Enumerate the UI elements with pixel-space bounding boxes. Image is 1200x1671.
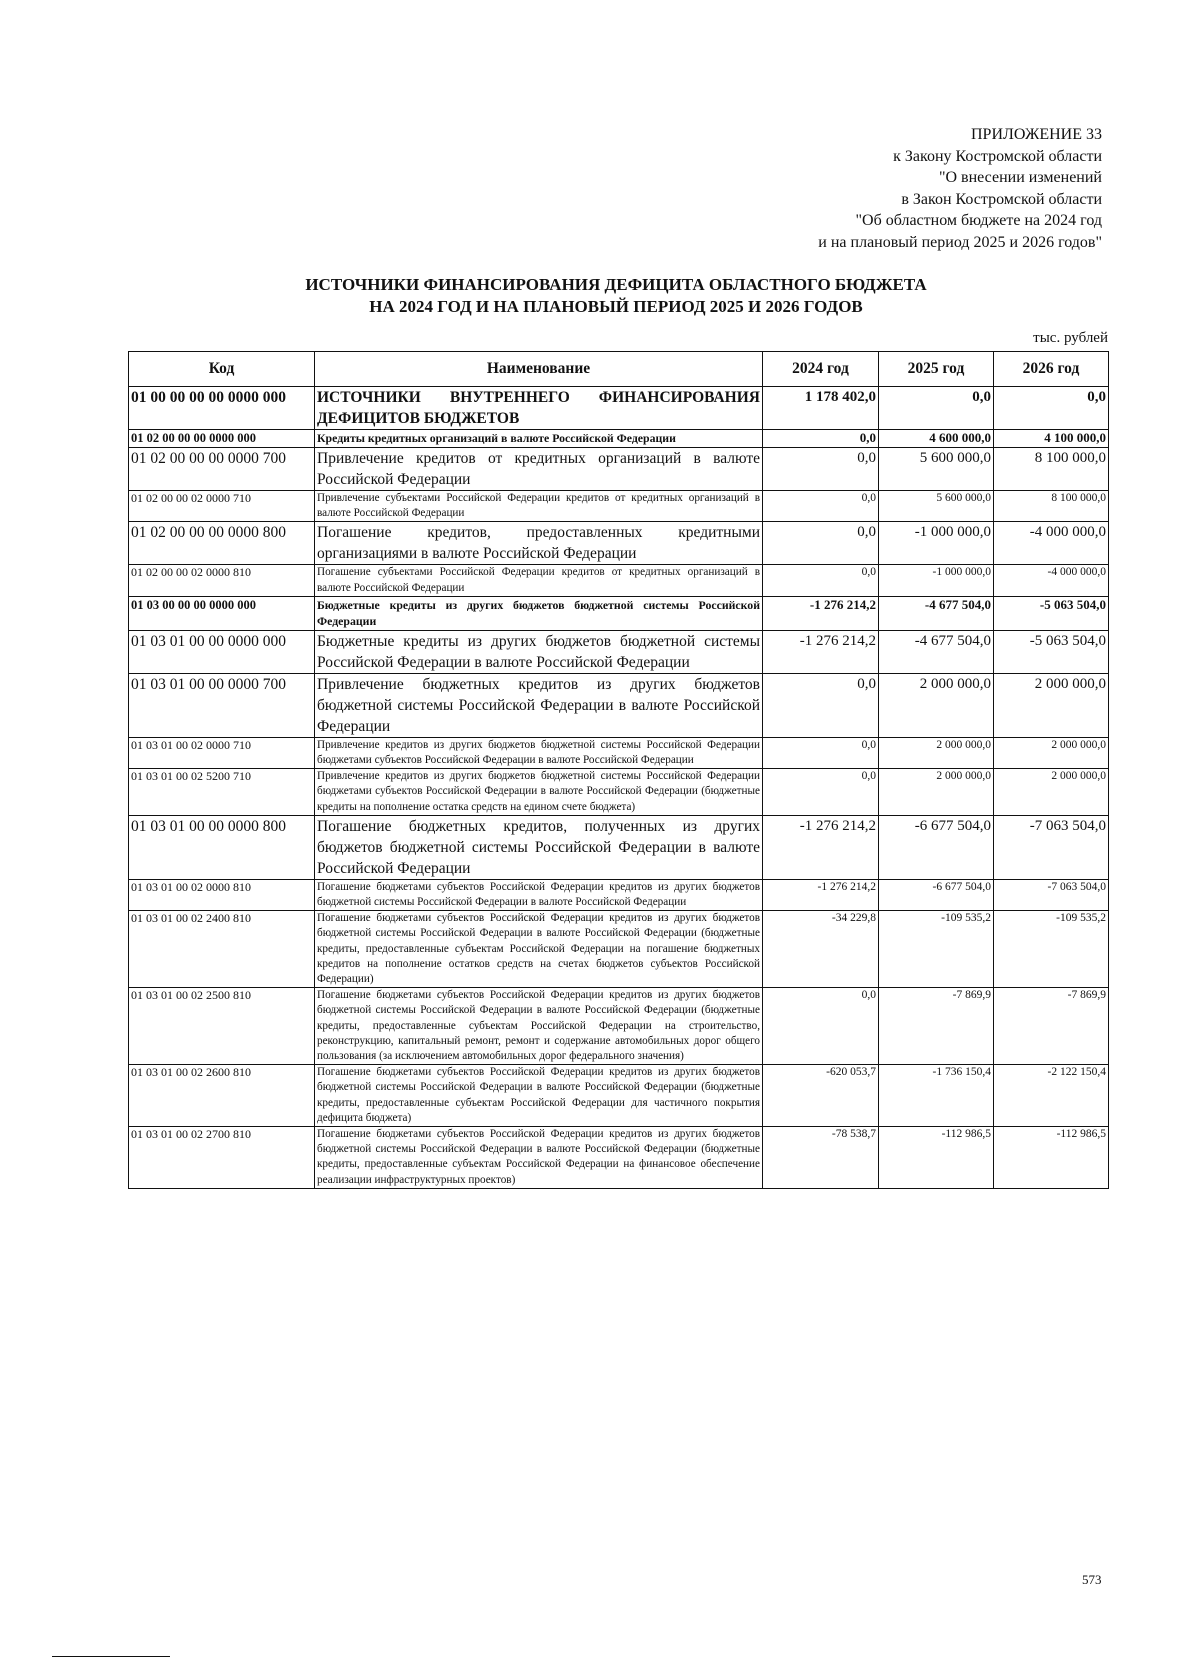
row-value-2025: 5 600 000,0 [879, 491, 994, 522]
row-value-2024: 0,0 [763, 448, 879, 491]
row-value-2025: 2 000 000,0 [879, 737, 994, 768]
row-value-2024: 0,0 [763, 565, 879, 596]
row-code: 01 03 01 00 02 2500 810 [129, 988, 315, 1065]
row-value-2026: 2 000 000,0 [994, 673, 1109, 737]
row-value-2026: 4 100 000,0 [994, 430, 1109, 448]
row-name: Погашение субъектами Российской Федерации кредитов от кредитных организаций в валюте Российской Федерации [315, 565, 763, 596]
page-number: 573 [1082, 1572, 1102, 1587]
row-name: Привлечение кредитов из других бюджетов бюджетной системы Российской Федерации бюджетами субъектов Российской Федерации в валюте Российской Федерации [315, 737, 763, 768]
appendix-line: "О внесении изменений [938, 169, 1102, 186]
header-2024: 2024 год [763, 352, 879, 387]
table-row [129, 491, 1109, 522]
row-name: Погашение бюджетами субъектов Российской Федерации кредитов из других бюджетов бюджетной системы Российской Федерации в валюте Российской Федерации [315, 879, 763, 910]
table-row [129, 565, 1109, 596]
row-value-2025: -6 677 504,0 [879, 879, 994, 910]
row-value-2026: -7 869,9 [994, 988, 1109, 1065]
row-code: 01 03 01 00 02 0000 810 [129, 879, 315, 910]
row-value-2026: -7 063 504,0 [994, 879, 1109, 910]
appendix-line: "Об областном бюджете на 2024 год [855, 212, 1102, 229]
row-value-2025: -6 677 504,0 [879, 815, 994, 879]
table-row [129, 769, 1109, 816]
row-code: 01 03 01 00 02 2700 810 [129, 1127, 315, 1189]
row-value-2025: -1 736 150,4 [879, 1065, 994, 1127]
footnote-rule [52, 1656, 170, 1657]
row-value-2024: 0,0 [763, 769, 879, 816]
row-value-2025: -7 869,9 [879, 988, 994, 1065]
row-name: Бюджетные кредиты из других бюджетов бюджетной системы Российской Федерации [315, 596, 763, 630]
row-code: 01 02 00 00 02 0000 810 [129, 565, 315, 596]
table-row [129, 988, 1109, 1065]
row-value-2025: -109 535,2 [879, 911, 994, 988]
row-value-2025: -4 677 504,0 [879, 596, 994, 630]
row-name: Привлечение кредитов от кредитных организаций в валюте Российской Федерации [315, 448, 763, 491]
row-name: Погашение бюджетных кредитов, полученных из других бюджетов бюджетной системы Российской Федерации в валюте Российской Федерации [315, 815, 763, 879]
row-code: 01 03 01 00 02 2600 810 [129, 1065, 315, 1127]
row-value-2025: -112 986,5 [879, 1127, 994, 1189]
appendix-line: в Закон Костромской области [901, 190, 1102, 208]
row-value-2024: 0,0 [763, 430, 879, 448]
row-value-2026: 2 000 000,0 [994, 769, 1109, 816]
table-header-row [129, 352, 1109, 387]
row-value-2026: -109 535,2 [994, 911, 1109, 988]
row-value-2026: 2 000 000,0 [994, 737, 1109, 768]
row-value-2025: 0,0 [879, 387, 994, 430]
row-value-2024: 0,0 [763, 737, 879, 768]
row-name: Погашение кредитов, предоставленных кредитными организациями в валюте Российской Федерации [315, 522, 763, 565]
appendix-line: и на плановый период 2025 и 2026 годов" [818, 233, 1102, 251]
table-row [129, 737, 1109, 768]
row-value-2026: -4 000 000,0 [994, 565, 1109, 596]
row-value-2026: 8 100 000,0 [994, 491, 1109, 522]
title-line-2: НА 2024 ГОД И НА ПЛАНОВЫЙ ПЕРИОД 2025 И 2026 ГОДОВ [369, 297, 863, 316]
row-value-2025: -1 000 000,0 [879, 565, 994, 596]
units-label: тыс. рублей [1033, 330, 1108, 346]
row-value-2024: -620 053,7 [763, 1065, 879, 1127]
row-code: 01 03 01 00 02 5200 710 [129, 769, 315, 816]
row-name: Бюджетные кредиты из других бюджетов бюджетной системы Российской Федерации в валюте Российской Федерации [315, 630, 763, 673]
table-row [129, 911, 1109, 988]
row-value-2024: 0,0 [763, 988, 879, 1065]
row-value-2024: -1 276 214,2 [763, 879, 879, 910]
row-name: Привлечение субъектами Российской Федерации кредитов от кредитных организаций в валюте Российской Федерации [315, 491, 763, 522]
row-name: Погашение бюджетами субъектов Российской Федерации кредитов из других бюджетов бюджетной системы Российской Федерации в валюте Российской Федерации (бюджетные кредиты, предоставленные субъектам Российской Федерации для частичного покрытия дефицита бюджета) [315, 1065, 763, 1127]
row-value-2026: -5 063 504,0 [994, 596, 1109, 630]
row-name: ИСТОЧНИКИ ВНУТРЕННЕГО ФИНАНСИРОВАНИЯ ДЕФИЦИТОВ БЮДЖЕТОВ [315, 387, 763, 430]
row-code: 01 00 00 00 00 0000 000 [129, 387, 315, 430]
row-value-2024: -1 276 214,2 [763, 596, 879, 630]
table-row [129, 430, 1109, 448]
header-name: Наименование [315, 352, 763, 387]
row-value-2025: -4 677 504,0 [879, 630, 994, 673]
row-value-2026: 8 100 000,0 [994, 448, 1109, 491]
row-code: 01 02 00 00 00 0000 800 [129, 522, 315, 565]
table-row [129, 879, 1109, 910]
row-value-2025: -1 000 000,0 [879, 522, 994, 565]
row-code: 01 03 01 00 02 2400 810 [129, 911, 315, 988]
row-value-2024: -1 276 214,2 [763, 630, 879, 673]
table-row [129, 1127, 1109, 1189]
row-value-2026: -112 986,5 [994, 1127, 1109, 1189]
row-code: 01 03 01 00 00 0000 800 [129, 815, 315, 879]
row-value-2024: 1 178 402,0 [763, 387, 879, 430]
row-value-2026: -4 000 000,0 [994, 522, 1109, 565]
table-row [129, 448, 1109, 491]
row-value-2024: -78 538,7 [763, 1127, 879, 1189]
title-line-1: ИСТОЧНИКИ ФИНАНСИРОВАНИЯ ДЕФИЦИТА ОБЛАСТНОГО БЮДЖЕТА [305, 275, 927, 294]
row-value-2026: -5 063 504,0 [994, 630, 1109, 673]
row-name: Привлечение бюджетных кредитов из других бюджетов бюджетной системы Российской Федерации в валюте Российской Федерации [315, 673, 763, 737]
table-row [129, 673, 1109, 737]
row-value-2024: -34 229,8 [763, 911, 879, 988]
table-row [129, 596, 1109, 630]
table-row [129, 815, 1109, 879]
row-value-2025: 4 600 000,0 [879, 430, 994, 448]
header-code: Код [129, 352, 315, 387]
row-value-2025: 2 000 000,0 [879, 769, 994, 816]
appendix-line: ПРИЛОЖЕНИЕ 33 [970, 126, 1102, 143]
row-value-2026: 0,0 [994, 387, 1109, 430]
row-name: Погашение бюджетами субъектов Российской Федерации кредитов из других бюджетов бюджетной системы Российской Федерации в валюте Российской Федерации (бюджетные кредиты, предоставленные субъектам Российской Федерации на финансовое обеспечение реализации инфраструктурных проектов) [315, 1127, 763, 1189]
row-value-2026: -7 063 504,0 [994, 815, 1109, 879]
row-value-2024: 0,0 [763, 491, 879, 522]
row-code: 01 03 01 00 00 0000 700 [129, 673, 315, 737]
row-code: 01 03 01 00 02 0000 710 [129, 737, 315, 768]
document-title [128, 274, 1104, 318]
row-code: 01 02 00 00 02 0000 710 [129, 491, 315, 522]
row-value-2025: 2 000 000,0 [879, 673, 994, 737]
table-row [129, 1065, 1109, 1127]
row-value-2024: 0,0 [763, 522, 879, 565]
sources-table [128, 351, 1109, 1189]
row-value-2025: 5 600 000,0 [879, 448, 994, 491]
header-2025: 2025 год [879, 352, 994, 387]
row-value-2026: -2 122 150,4 [994, 1065, 1109, 1127]
appendix-header [818, 124, 1102, 253]
row-name: Привлечение кредитов из других бюджетов бюджетной системы Российской Федерации бюджетами субъектов Российской Федерации в валюте Российской Федерации (бюджетные кредиты на пополнение остатка средств на едином счете бюджета) [315, 769, 763, 816]
table-row [129, 522, 1109, 565]
row-name: Погашение бюджетами субъектов Российской Федерации кредитов из других бюджетов бюджетной системы Российской Федерации в валюте Российской Федерации (бюджетные кредиты, предоставленные субъектам Российской Федерации на строительство, реконструкцию, капитальный ремонт, ремонт и содержание автомобильных дорог общего пользования (за исключением автомобильных дорог федерального значения) [315, 988, 763, 1065]
table-row [129, 387, 1109, 430]
row-value-2024: 0,0 [763, 673, 879, 737]
row-code: 01 03 00 00 00 0000 000 [129, 596, 315, 630]
header-2026: 2026 год [994, 352, 1109, 387]
row-name: Погашение бюджетами субъектов Российской Федерации кредитов из других бюджетов бюджетной системы Российской Федерации в валюте Российской Федерации (бюджетные кредиты, предоставленные субъектам Российской Федерации на погашение бюджетных кредитов на пополнение остатков средств на счетах бюджетов субъектов Российской Федерации) [315, 911, 763, 988]
row-value-2024: -1 276 214,2 [763, 815, 879, 879]
row-name: Кредиты кредитных организаций в валюте Российской Федерации [315, 430, 763, 448]
row-code: 01 02 00 00 00 0000 700 [129, 448, 315, 491]
row-code: 01 02 00 00 00 0000 000 [129, 430, 315, 448]
appendix-line: к Закону Костромской области [893, 147, 1102, 165]
table-row [129, 630, 1109, 673]
row-code: 01 03 01 00 00 0000 000 [129, 630, 315, 673]
